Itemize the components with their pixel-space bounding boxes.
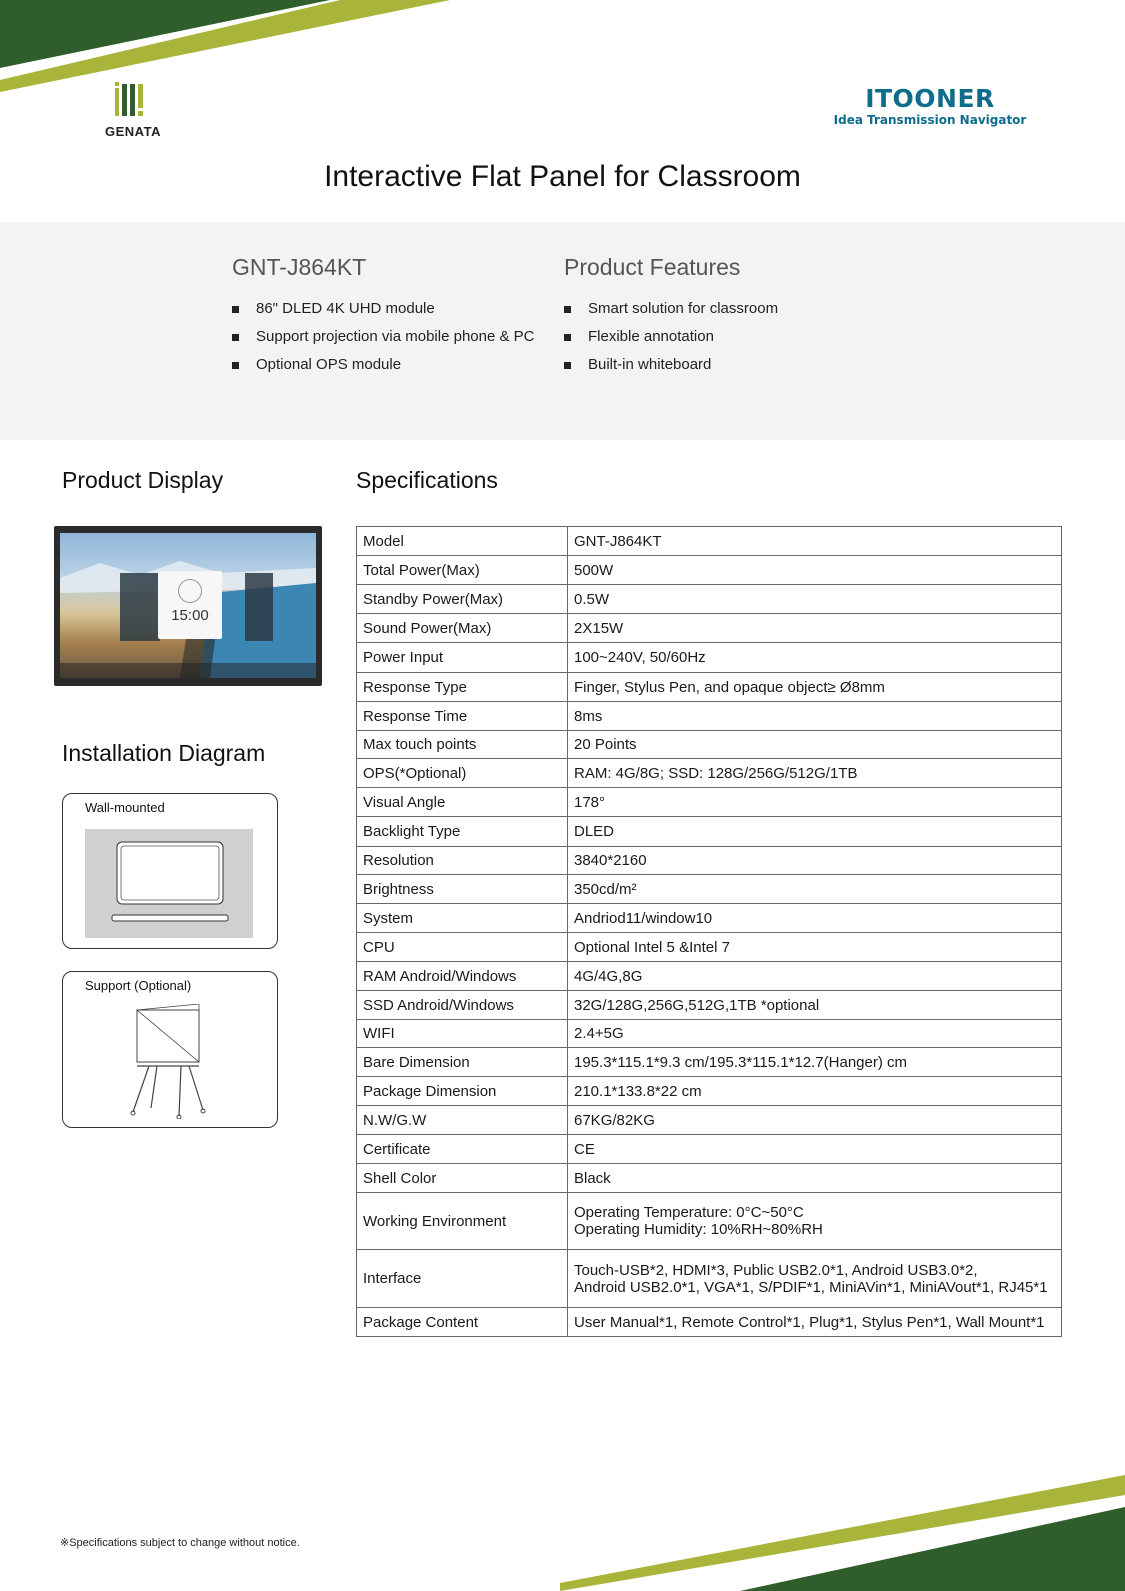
spec-key: Response Time	[357, 702, 568, 731]
spec-value: Andriod11/window10	[568, 904, 1062, 933]
spec-value: 2.4+5G	[568, 1020, 1062, 1048]
spec-key: Visual Angle	[357, 788, 568, 817]
spec-value-line: Operating Humidity: 10%RH~80%RH	[574, 1221, 823, 1238]
list-item: 86" DLED 4K UHD module	[232, 295, 552, 323]
spec-key: Power Input	[357, 643, 568, 673]
spec-value: 3840*2160	[568, 847, 1062, 875]
spec-value: GNT-J864KT	[568, 527, 1062, 556]
table-row	[357, 1020, 1062, 1048]
spec-value: 67KG/82KG	[568, 1106, 1062, 1135]
list-item: Built-in whiteboard	[564, 351, 884, 379]
table-row	[357, 1308, 1062, 1337]
spec-key: Package Content	[357, 1308, 568, 1337]
product-screen	[60, 533, 316, 678]
support-box	[62, 971, 278, 1128]
spec-value: DLED	[568, 817, 1062, 847]
genata-mark-icon	[98, 82, 168, 122]
spec-value: 195.3*115.1*9.3 cm/195.3*115.1*12.7(Hanger) cm	[568, 1048, 1062, 1077]
table-row	[357, 875, 1062, 904]
spec-value-line: Android USB2.0*1, VGA*1, S/PDIF*1, MiniAVin*1, MiniAVout*1, RJ45*1	[574, 1278, 1048, 1296]
clock-widget	[158, 571, 222, 639]
table-row	[357, 1164, 1062, 1193]
table-row	[357, 788, 1062, 817]
table-row	[357, 585, 1062, 614]
spec-key: Max touch points	[357, 731, 568, 759]
spec-value	[568, 1193, 1062, 1250]
product-display-title: Product Display	[62, 467, 224, 493]
clock-time: 15:00	[171, 607, 209, 624]
table-row	[357, 556, 1062, 585]
spec-value: 350cd/m²	[568, 875, 1062, 904]
product-image	[54, 526, 322, 686]
spec-key: Shell Color	[357, 1164, 568, 1193]
spec-key: OPS(*Optional)	[357, 759, 568, 788]
spec-key: Interface	[357, 1250, 568, 1308]
itooner-logo	[830, 84, 1030, 127]
table-row	[357, 1135, 1062, 1164]
spec-key: Brightness	[357, 875, 568, 904]
spec-key: Bare Dimension	[357, 1048, 568, 1077]
installation-title: Installation Diagram	[62, 740, 266, 766]
list-item: Flexible annotation	[564, 323, 884, 351]
table-row	[357, 673, 1062, 702]
bottom-right-decoration	[560, 1475, 1125, 1591]
spec-key: WIFI	[357, 1020, 568, 1048]
support-stand-diagram-icon	[123, 1004, 223, 1119]
list-item: Optional OPS module	[232, 351, 552, 379]
spec-value: 2X15W	[568, 614, 1062, 643]
spec-key: SSD Android/Windows	[357, 991, 568, 1020]
feature-band	[0, 222, 1125, 440]
list-item: Support projection via mobile phone & PC	[232, 323, 552, 351]
model-heading: GNT-J864KT	[232, 254, 367, 280]
spec-value: 8ms	[568, 702, 1062, 731]
genata-logo	[98, 82, 168, 142]
itooner-logo-tagline: Idea Transmission Navigator	[833, 113, 1027, 127]
table-row	[357, 1077, 1062, 1106]
spec-key: RAM Android/Windows	[357, 962, 568, 991]
spec-value: 100~240V, 50/60Hz	[568, 643, 1062, 673]
specifications-title: Specifications	[356, 467, 498, 493]
wall-background	[85, 829, 253, 938]
table-row	[357, 1193, 1062, 1250]
spec-value: 4G/4G,8G	[568, 962, 1062, 991]
clock-icon	[178, 579, 202, 603]
spec-key: Working Environment	[357, 1193, 568, 1250]
table-row	[357, 904, 1062, 933]
model-column	[232, 254, 552, 379]
spec-value: CE	[568, 1135, 1062, 1164]
spec-value-line: Touch-USB*2, HDMI*3, Public USB2.0*1, Android USB3.0*2,	[574, 1261, 978, 1279]
table-row	[357, 702, 1062, 731]
spec-value: 210.1*133.8*22 cm	[568, 1077, 1062, 1106]
spec-value: RAM: 4G/8G; SSD: 128G/256G/512G/1TB	[568, 759, 1062, 788]
table-row	[357, 933, 1062, 962]
spec-key: Resolution	[357, 847, 568, 875]
spec-key: Model	[357, 527, 568, 556]
list-item: Smart solution for classroom	[564, 295, 884, 323]
itooner-logo-title: ITOONER	[865, 84, 995, 113]
support-label: Support (Optional)	[85, 978, 192, 993]
spec-value: 32G/128G,256G,512G,1TB *optional	[568, 991, 1062, 1020]
wall-mounted-label: Wall-mounted	[85, 800, 165, 815]
spec-key: Backlight Type	[357, 817, 568, 847]
top-left-decoration	[0, 0, 460, 100]
model-list	[232, 295, 552, 379]
table-row	[357, 527, 1062, 556]
spec-key: Package Dimension	[357, 1077, 568, 1106]
spec-value: 178°	[568, 788, 1062, 817]
spec-key: Total Power(Max)	[357, 556, 568, 585]
spec-key: N.W/G.W	[357, 1106, 568, 1135]
page-title: Interactive Flat Panel for Classroom	[324, 160, 801, 193]
spec-value: Black	[568, 1164, 1062, 1193]
spec-key: System	[357, 904, 568, 933]
table-row	[357, 991, 1062, 1020]
spec-value: Optional Intel 5 &Intel 7	[568, 933, 1062, 962]
spec-value	[568, 1250, 1062, 1308]
table-row	[357, 1048, 1062, 1077]
features-list	[564, 295, 884, 379]
table-row	[357, 847, 1062, 875]
table-row	[357, 1250, 1062, 1308]
spec-value-line: Operating Temperature: 0°C~50°C	[574, 1204, 804, 1221]
features-column	[564, 254, 884, 379]
table-row	[357, 731, 1062, 759]
table-row	[357, 643, 1062, 673]
table-row	[357, 962, 1062, 991]
wall-mount-diagram-icon	[85, 829, 253, 938]
spec-key: Certificate	[357, 1135, 568, 1164]
spec-key: Response Type	[357, 673, 568, 702]
spec-value: 500W	[568, 556, 1062, 585]
spec-value: User Manual*1, Remote Control*1, Plug*1, Stylus Pen*1, Wall Mount*1	[568, 1308, 1062, 1337]
table-row	[357, 1106, 1062, 1135]
genata-logo-text: GENATA	[105, 124, 161, 139]
spec-key: Sound Power(Max)	[357, 614, 568, 643]
wall-mounted-box	[62, 793, 278, 949]
spec-table	[356, 526, 1062, 1337]
spec-key: Standby Power(Max)	[357, 585, 568, 614]
table-row	[357, 817, 1062, 847]
table-row	[357, 759, 1062, 788]
spec-value: Finger, Stylus Pen, and opaque object≥ Ø8mm	[568, 673, 1062, 702]
spec-key: CPU	[357, 933, 568, 962]
features-heading: Product Features	[564, 254, 741, 280]
footnote: ※Specifications subject to change without notice.	[60, 1537, 300, 1549]
table-row	[357, 614, 1062, 643]
spec-value: 20 Points	[568, 731, 1062, 759]
spec-value: 0.5W	[568, 585, 1062, 614]
